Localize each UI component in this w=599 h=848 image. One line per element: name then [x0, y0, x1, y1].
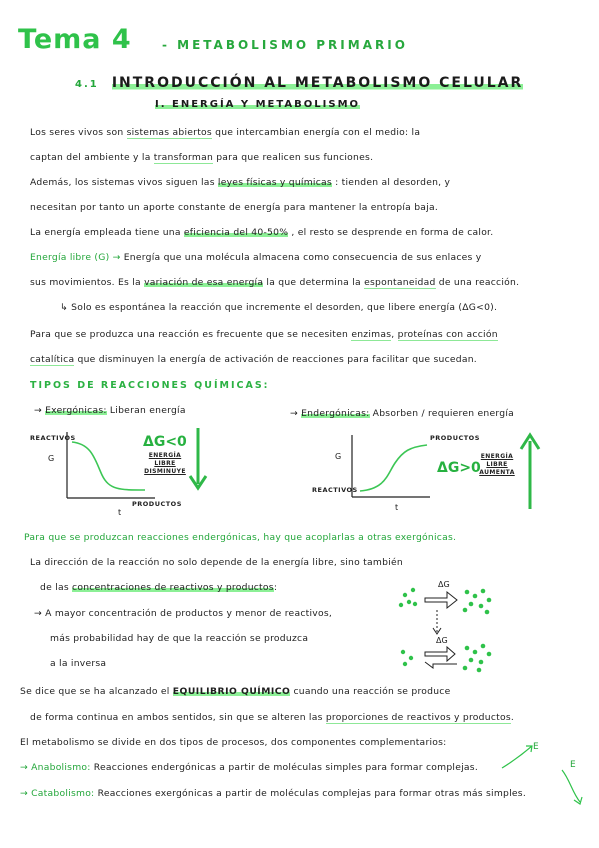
coupling-line-1: La dirección de la reacción no solo depende de la energía libre, sino también — [30, 557, 403, 568]
exo-y-top-label: REACTIVOS — [30, 434, 76, 442]
endergonic-label-line: → Endergónicas: Absorben / requieren energía — [290, 408, 515, 419]
exo-delta-g: ΔG<0 — [143, 434, 187, 450]
exo-x-end-label: PRODUCTOS — [132, 500, 182, 508]
equilibrium-line-2: de forma continua en ambos sentidos, sin que se alteren las proporciones de reactivos y productos. — [30, 712, 515, 723]
cata-energy-arrow — [562, 770, 580, 802]
forward-arrow-bottom — [425, 647, 455, 661]
reactants-top — [399, 588, 417, 607]
ana-energy-arrow — [502, 746, 532, 768]
endo-x-axis-label: t — [395, 503, 399, 512]
endo-y-axis-label: G — [335, 452, 342, 461]
text-line-4: necesitan por tanto un aporte constante de energía para mantener la entropía baja. — [30, 202, 439, 213]
section-number: 4.1 — [75, 79, 99, 90]
metabolism-intro: El metabolismo se divide en dos tipos de procesos, dos componentes complementarios: — [20, 737, 447, 748]
exo-note: ENERGÍA LIBRE DISMINUYE — [144, 452, 186, 475]
subsection-heading — [155, 99, 360, 110]
forward-arrow-top — [425, 592, 457, 608]
text-line-10: catalítica que disminuyen la energía de activación de reacciones para facilitar que sucedan. — [30, 354, 477, 365]
text-line-7: sus movimientos. Es la variación de esa energía la que determina la espontaneidad de una reacción. — [30, 277, 520, 288]
coupling-note: Para que se produzcan reacciones endergónicas, hay que acoplarlas a otras exergónicas. — [24, 532, 457, 543]
page-subtitle: - METABOLISMO PRIMARIO — [162, 38, 408, 52]
page-title: Tema 4 — [18, 24, 132, 55]
text-line-1: Los seres vivos son sistemas abiertos que intercambian energía con el medio: la — [30, 127, 421, 138]
anabolism-line: → Anabolismo: Reacciones endergónicas a partir de moléculas simples para formar complejas. — [20, 762, 479, 773]
energy-flow-arrows — [500, 740, 595, 810]
delta-g-top: ΔG — [438, 580, 450, 589]
coupling-line-5: a la inversa — [50, 658, 107, 669]
concentration-diagram — [395, 580, 505, 680]
reactions-heading: TIPOS DE REACCIONES QUÍMICAS: — [30, 380, 270, 391]
section-title: INTRODUCCIÓN AL METABOLISMO CELULAR — [111, 75, 524, 91]
coupling-line-3: → A mayor concentración de productos y menor de reactivos, — [34, 608, 333, 619]
products-top — [463, 589, 492, 615]
reactants-bottom — [401, 650, 413, 666]
endo-y-top-label: PRODUCTOS — [430, 434, 480, 442]
energy-e-1: E — [533, 742, 539, 752]
coupling-line-2: de las concentraciones de reactivos y productos: — [40, 582, 278, 593]
text-line-3: Además, los sistemas vivos siguen las leyes físicas y químicas : tienden al desorden, y — [30, 177, 451, 188]
exergonic-label-line: → Exergónicas: Liberan energía — [34, 405, 186, 416]
section-heading — [75, 72, 523, 91]
text-line-6: Energía libre (G) → Energía que una molécula almacena como consecuencia de sus enlaces y — [30, 252, 482, 263]
text-line-5: La energía empleada tiene una eficiencia del 40-50% , el resto se desprende en forma de calor. — [30, 227, 494, 238]
catabolism-line: → Catabolismo: Reacciones exergónicas a partir de moléculas complejas para formar otras más simples. — [20, 788, 527, 799]
energy-e-2: E — [570, 760, 576, 770]
endo-delta-g: ΔG>0 — [437, 460, 481, 476]
exo-x-axis-label: t — [118, 508, 122, 517]
endo-curve — [360, 445, 427, 491]
products-bottom — [463, 644, 492, 673]
exo-y-axis-label: G — [48, 454, 55, 463]
endo-note: ENERGÍA LIBRE AUMENTA — [479, 453, 515, 476]
delta-g-bottom: ΔG — [436, 636, 448, 645]
exo-curve — [72, 442, 145, 490]
equilibrium-line-1: Se dice que se ha alcanzado el EQUILIBRIO QUÍMICO cuando una reacción se produce — [20, 686, 451, 697]
text-line-9: Para que se produzca una reacción es frecuente que se necesiten enzimas, proteínas con acción — [30, 329, 498, 340]
endo-x-start-label: REACTIVOS — [312, 486, 358, 494]
reverse-arrow-bottom — [425, 662, 457, 668]
subsection-title: I. ENERGÍA Y METABOLISMO — [155, 99, 361, 110]
coupling-line-4: más probabilidad hay de que la reacción se produzca — [50, 633, 309, 644]
text-line-2: captan del ambiente y la transforman para que realicen sus funciones. — [30, 152, 374, 163]
text-line-8: ↳ Solo es espontánea la reacción que incremente el desorden, que libere energía (ΔG<0). — [60, 302, 498, 313]
